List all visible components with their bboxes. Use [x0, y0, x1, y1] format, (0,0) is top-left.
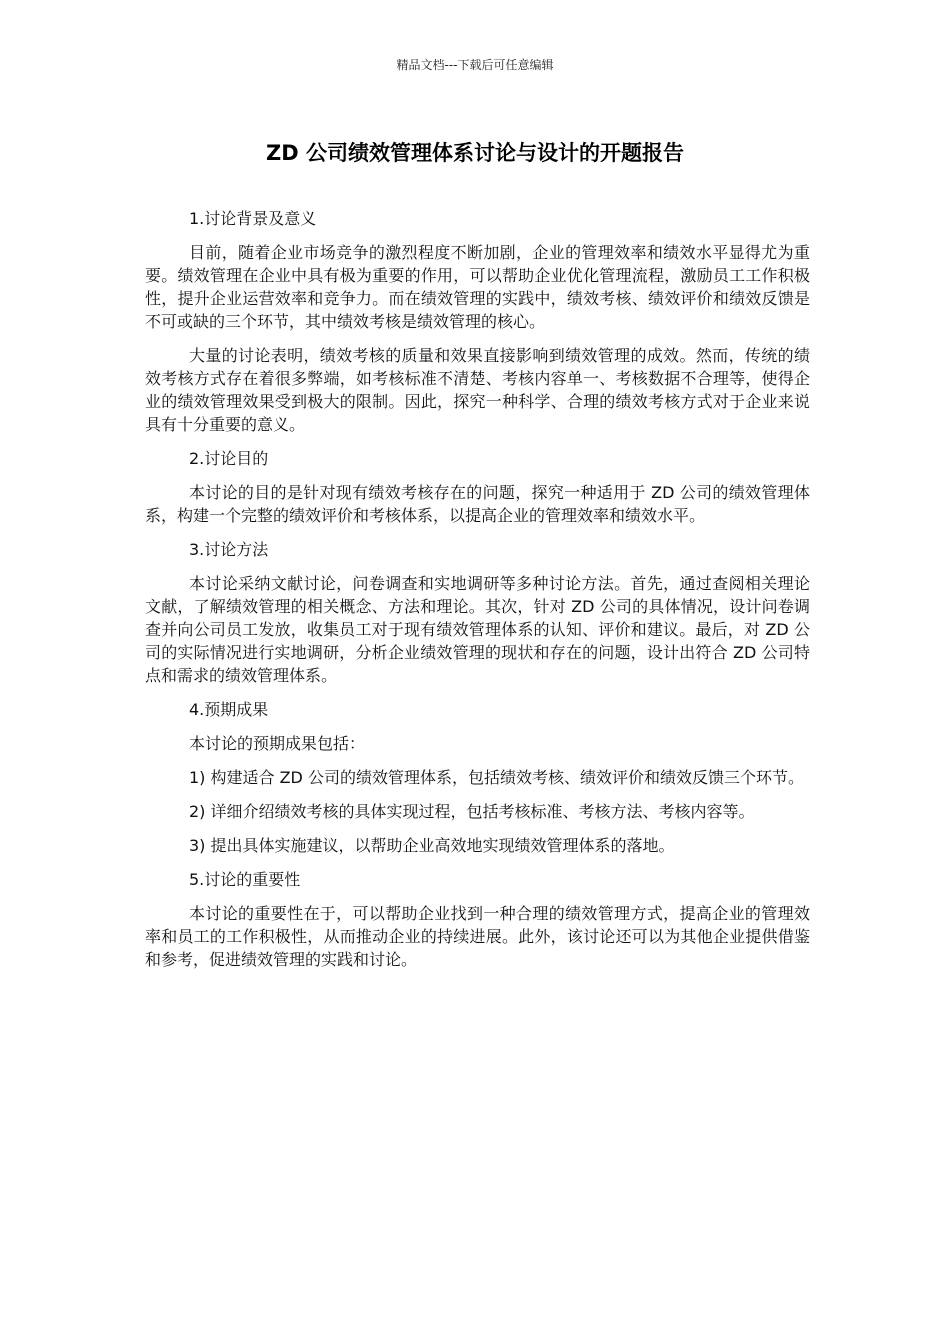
paragraph-expected-intro: 本讨论的预期成果包括： — [189, 734, 366, 753]
section-heading-method: 3.讨论方法 — [189, 540, 269, 559]
list-item-expected-1: 1) 构建适合 ZD 公司的绩效管理体系，包括绩效考核、绩效评价和绩效反馈三个环节。 — [189, 768, 804, 787]
paragraph-purpose: 本讨论的目的是针对现有绩效考核存在的问题，探究一种适用于 ZD 公司的绩效管理体系，构建一个完整的绩效评价和考核体系，以提高企业的管理效率和绩效水平。 — [145, 483, 810, 525]
paragraph-importance: 本讨论的重要性在于，可以帮助企业找到一种合理的绩效管理方式，提高企业的管理效率和员工的工作积极性，从而推动企业的持续进展。此外，该讨论还可以为其他企业提供借鉴和参考，促进绩效管理的实践和讨论。 — [145, 904, 810, 969]
section-heading-purpose: 2.讨论目的 — [189, 449, 269, 468]
document-body — [145, 207, 810, 982]
section-heading-background: 1.讨论背景及意义 — [189, 209, 317, 228]
paragraph-method: 本讨论采纳文献讨论，问卷调查和实地调研等多种讨论方法。首先，通过查阅相关理论文献，了解绩效管理的相关概念、方法和理论。其次，针对 ZD 公司的具体情况，设计问卷调查并向公司员工发放，收集员工对于现有绩效管理体系的认知、评价和建议。最后，对 ZD 公司的实际情况进行实地调研，分析企业绩效管理的现状和存在的问题，设计出符合 ZD 公司特点和需求的绩效管理体系。 — [145, 574, 810, 685]
paragraph-background-1: 目前，随着企业市场竞争的激烈程度不断加剧，企业的管理效率和绩效水平显得尤为重要。绩效管理在企业中具有极为重要的作用，可以帮助企业优化管理流程，激励员工工作积极性，提升企业运营效率和竞争力。而在绩效管理的实践中，绩效考核、绩效评价和绩效反馈是不可或缺的三个环节，其中绩效考核是绩效管理的核心。 — [145, 243, 810, 331]
page-header: 精品文档---下载后可任意编辑 — [396, 58, 554, 72]
list-item-expected-2: 2) 详细介绍绩效考核的具体实现过程，包括考核标准、考核方法、考核内容等。 — [189, 802, 755, 821]
paragraph-background-2: 大量的讨论表明，绩效考核的质量和效果直接影响到绩效管理的成效。然而，传统的绩效考核方式存在着很多弊端，如考核标准不清楚、考核内容单一、考核数据不合理等，使得企业的绩效管理效果受到极大的限制。因此，探究一种科学、合理的绩效考核方式对于企业来说具有十分重要的意义。 — [145, 346, 810, 434]
document-title: ZD 公司绩效管理体系讨论与设计的开题报告 — [266, 141, 684, 165]
section-heading-importance: 5.讨论的重要性 — [189, 870, 301, 889]
section-heading-expected-results: 4.预期成果 — [189, 700, 269, 719]
list-item-expected-3: 3) 提出具体实施建议，以帮助企业高效地实现绩效管理体系的落地。 — [189, 836, 675, 855]
